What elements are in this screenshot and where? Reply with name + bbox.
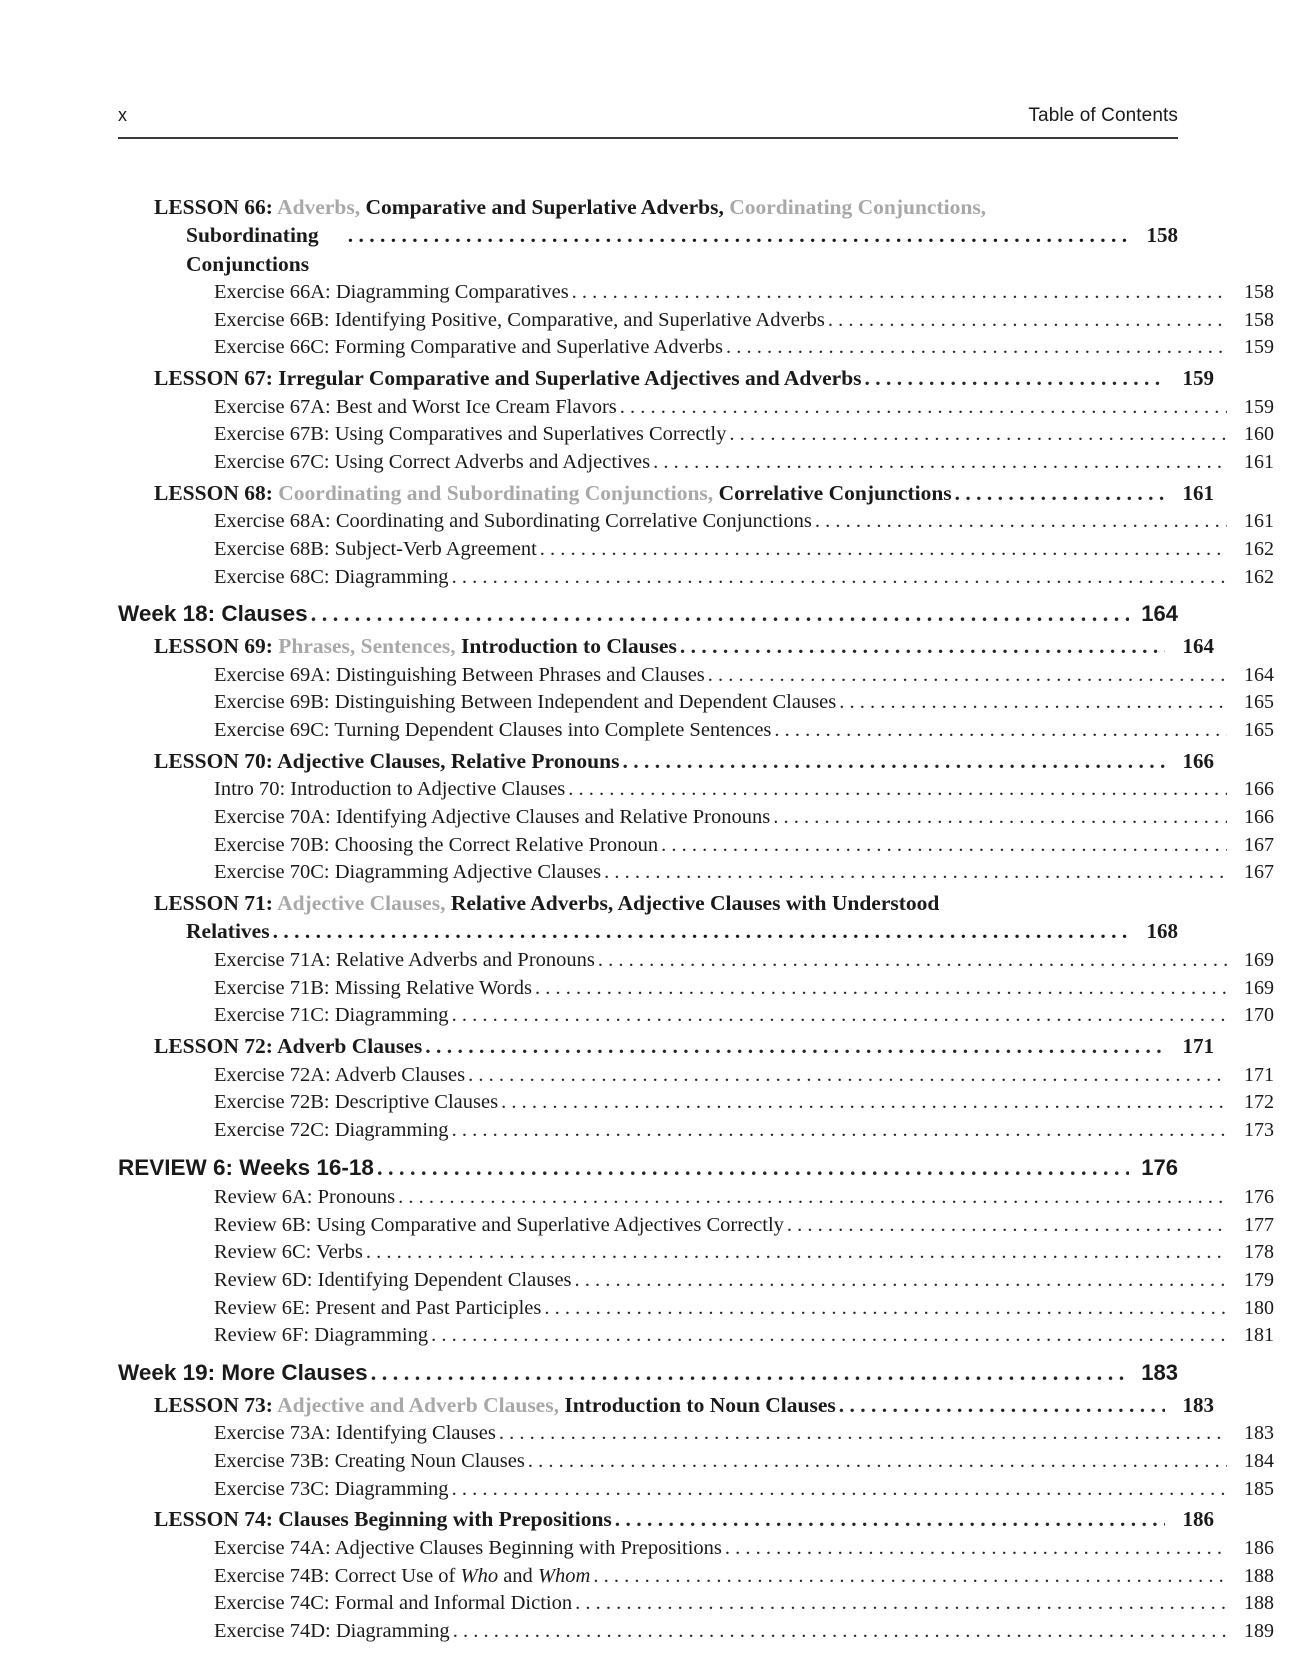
- dot-leader: [593, 1563, 1227, 1590]
- toc-exercise-entry[interactable]: [214, 307, 1274, 334]
- page-number[interactable]: 184: [1244, 1449, 1274, 1472]
- dot-leader: [708, 662, 1227, 689]
- page-number[interactable]: 189: [1244, 1619, 1274, 1642]
- exercise-title-prefix: Exercise 74B: Correct Use of: [214, 1564, 461, 1587]
- page-number[interactable]: 164: [1141, 601, 1178, 627]
- toc-exercise-entry[interactable]: [214, 776, 1274, 803]
- toc-entry-title: Review 6B: Using Comparative and Superlative Adjectives Correctly: [214, 1213, 784, 1236]
- toc-entry-title: Review 6D: Identifying Dependent Clauses: [214, 1269, 572, 1292]
- lesson-number-label: LESSON 68:: [154, 480, 279, 505]
- toc-week-entry[interactable]: [118, 1358, 1178, 1388]
- toc-entry-title: Week 19: More Clauses: [118, 1359, 368, 1385]
- new-topic-text: Correlative Conjunctions: [713, 480, 952, 505]
- italic-word-who: Who: [460, 1564, 499, 1587]
- running-head-title: Table of Contents: [1028, 105, 1178, 126]
- page-number[interactable]: 162: [1244, 538, 1274, 561]
- toc-exercise-entry[interactable]: [214, 421, 1274, 448]
- toc-entry-title: Exercise 72A: Adverb Clauses: [214, 1063, 466, 1086]
- toc-lesson-entry[interactable]: [154, 193, 1178, 278]
- toc-entry-title: [154, 1391, 836, 1419]
- toc-exercise-entry[interactable]: [214, 717, 1274, 744]
- page-number[interactable]: 188: [1244, 1592, 1274, 1615]
- toc-exercise-entry[interactable]: [214, 1476, 1274, 1503]
- page-number[interactable]: 183: [1182, 1392, 1214, 1417]
- dot-leader: [726, 334, 1227, 361]
- toc-exercise-entry[interactable]: [214, 1535, 1274, 1562]
- toc-entry-title: Exercise 72B: Descriptive Clauses: [214, 1091, 499, 1114]
- dot-leader: [598, 947, 1227, 974]
- toc-lesson-entry[interactable]: [154, 1505, 1214, 1534]
- new-topic-text: Relative Adverbs, Adjective Clauses with Understood: [445, 890, 940, 915]
- dot-leader: [815, 508, 1227, 535]
- toc-exercise-entry[interactable]: [214, 1239, 1274, 1266]
- toc-entry-title: Exercise 73A: Identifying Clauses: [214, 1422, 496, 1445]
- dot-leader: [348, 221, 1129, 249]
- page-number[interactable]: 159: [1244, 336, 1274, 359]
- toc-entry-title: Exercise 67A: Best and Worst Ice Cream Flavors: [214, 395, 617, 418]
- dot-leader: [661, 832, 1227, 859]
- toc-lesson-entry[interactable]: [154, 632, 1214, 661]
- new-topic-text: Introduction to Clauses: [455, 633, 677, 658]
- page-number[interactable]: 161: [1244, 510, 1274, 533]
- toc-entry-title: Exercise 70C: Diagramming Adjective Clauses: [214, 861, 602, 884]
- dot-leader: [540, 536, 1227, 563]
- toc-exercise-entry[interactable]: [214, 804, 1274, 831]
- page-number[interactable]: 180: [1244, 1296, 1274, 1319]
- dot-leader: [839, 689, 1227, 716]
- toc-entry-title: Exercise 69B: Distinguishing Between Independent and Dependent Clauses: [214, 691, 837, 714]
- dot-leader: [725, 1535, 1227, 1562]
- page-number[interactable]: 181: [1244, 1324, 1274, 1347]
- toc-exercise-entry[interactable]: [214, 1618, 1274, 1645]
- header-rule: [118, 137, 1178, 139]
- dot-leader: [615, 1505, 1165, 1533]
- toc-entry-title: Exercise 69C: Turning Dependent Clauses into Complete Sentences: [214, 718, 772, 741]
- page-number[interactable]: 158: [1244, 308, 1274, 331]
- toc-exercise-entry[interactable]: [214, 859, 1274, 886]
- toc-exercise-entry[interactable]: [214, 564, 1274, 591]
- dot-leader: [620, 394, 1227, 421]
- toc-lesson-entry[interactable]: [154, 364, 1214, 393]
- dot-leader: [680, 632, 1165, 660]
- review-topic-text: Adjective and Adverb Clauses,: [277, 1392, 559, 1417]
- lesson-number-label: LESSON 71:: [154, 890, 278, 915]
- dot-leader: [729, 421, 1227, 448]
- toc-exercise-entry[interactable]: [214, 1117, 1274, 1144]
- toc-entry-title-continuation: Relatives: [186, 919, 270, 944]
- page-number[interactable]: 160: [1244, 423, 1274, 446]
- toc-week-entry[interactable]: [118, 599, 1178, 629]
- toc-exercise-entry[interactable]: [214, 662, 1274, 689]
- dot-leader: [535, 975, 1227, 1002]
- page-number[interactable]: 183: [1141, 1359, 1178, 1385]
- toc-entry-title-line1: [154, 889, 1178, 917]
- page-number[interactable]: 177: [1244, 1213, 1274, 1236]
- toc-entry-title: [154, 479, 952, 507]
- toc-entry-title: Intro 70: Introduction to Adjective Clauses: [214, 778, 566, 801]
- toc-entry-title: Exercise 68B: Subject-Verb Agreement: [214, 538, 537, 561]
- dot-leader: [955, 479, 1165, 507]
- toc-exercise-entry[interactable]: [214, 394, 1274, 421]
- toc-exercise-entry[interactable]: [214, 1563, 1274, 1590]
- lesson-number-label: LESSON 69:: [154, 633, 279, 658]
- toc-exercise-entry[interactable]: [214, 947, 1274, 974]
- page-number[interactable]: 166: [1182, 748, 1214, 773]
- toc-entry-title-line2: [154, 917, 1178, 946]
- page-number[interactable]: 162: [1244, 565, 1274, 588]
- toc-lesson-entry[interactable]: [154, 1391, 1214, 1420]
- toc-entry-title: Exercise 67C: Using Correct Adverbs and Adjectives: [214, 451, 651, 474]
- toc-entry-title: [214, 1563, 590, 1590]
- toc-lesson-entry[interactable]: [154, 479, 1214, 508]
- dot-leader: [366, 1239, 1227, 1266]
- toc-entry-title: Exercise 74D: Diagramming: [214, 1619, 450, 1642]
- dot-leader: [544, 1295, 1227, 1322]
- toc-lesson-entry[interactable]: [154, 889, 1178, 946]
- dot-leader: [377, 1154, 1129, 1183]
- page-number[interactable]: 176: [1244, 1186, 1274, 1209]
- dot-leader: [501, 1089, 1227, 1116]
- page-number[interactable]: 161: [1182, 480, 1214, 505]
- running-head: [118, 105, 1178, 127]
- italic-word-whom: Whom: [537, 1564, 591, 1587]
- new-topic-text: Comparative and Superlative Adverbs,: [360, 195, 724, 219]
- dot-leader: [452, 1117, 1227, 1144]
- dot-leader: [575, 1267, 1227, 1294]
- dot-leader: [468, 1062, 1227, 1089]
- toc-exercise-entry[interactable]: [214, 689, 1274, 716]
- page-number[interactable]: 166: [1244, 778, 1274, 801]
- dot-leader: [425, 1032, 1165, 1060]
- page-number[interactable]: 172: [1244, 1091, 1274, 1114]
- toc-exercise-entry[interactable]: [214, 1322, 1274, 1349]
- toc-entry-title-line2: [154, 221, 1178, 278]
- dot-leader: [398, 1184, 1227, 1211]
- toc-entry-title: Review 6C: Verbs: [214, 1241, 363, 1264]
- page-number[interactable]: 165: [1244, 691, 1274, 714]
- toc-week-entry[interactable]: [118, 1153, 1178, 1183]
- toc-exercise-entry[interactable]: [214, 832, 1274, 859]
- page-number[interactable]: 173: [1244, 1118, 1274, 1141]
- toc-exercise-entry[interactable]: [214, 449, 1274, 476]
- page-number[interactable]: 168: [1146, 919, 1178, 944]
- toc-entry-title: Review 6A: Pronouns: [214, 1186, 396, 1209]
- page-number[interactable]: 159: [1244, 395, 1274, 418]
- review-topic-text: Coordinating Conjunctions,: [723, 195, 987, 219]
- toc-entry-title-line1: [154, 193, 1178, 221]
- toc-entry-title: LESSON 67: Irregular Comparative and Superlative Adjectives and Adverbs: [154, 366, 862, 391]
- toc-entry-title: Exercise 73C: Diagramming: [214, 1477, 449, 1500]
- toc-entry-title: Exercise 71B: Missing Relative Words: [214, 976, 532, 999]
- toc-entry-title: Exercise 66A: Diagramming Comparatives: [214, 281, 569, 304]
- dot-leader: [774, 717, 1227, 744]
- page-number[interactable]: 161: [1244, 451, 1274, 474]
- toc-entry-title: Exercise 66C: Forming Comparative and Superlative Adverbs: [214, 336, 723, 359]
- new-topic-text: Introduction to Noun Clauses: [558, 1392, 836, 1417]
- page-folio: x: [118, 105, 128, 125]
- dot-leader: [311, 600, 1129, 629]
- page-number[interactable]: 183: [1244, 1422, 1274, 1445]
- toc-entry-title: Exercise 69A: Distinguishing Between Phrases and Clauses: [214, 663, 705, 686]
- toc-lesson-entry[interactable]: [154, 747, 1214, 776]
- toc-entry-title: Week 18: Clauses: [118, 601, 308, 627]
- page-number[interactable]: 170: [1244, 1004, 1274, 1027]
- toc-entry-title: Exercise 71C: Diagramming: [214, 1004, 449, 1027]
- toc-exercise-entry[interactable]: [214, 1212, 1274, 1239]
- toc-entry-title: Exercise 71A: Relative Adverbs and Pronouns: [214, 948, 595, 971]
- exercise-title-conjunction: and: [498, 1564, 538, 1587]
- page-number[interactable]: 186: [1182, 1507, 1214, 1532]
- toc-entry-title: Exercise 74A: Adjective Clauses Beginning with Prepositions: [214, 1536, 722, 1559]
- toc-entry-title: LESSON 74: Clauses Beginning with Prepositions: [154, 1507, 612, 1532]
- review-topic-text: Coordinating and Subordinating Conjunctions,: [278, 480, 714, 505]
- toc-exercise-entry[interactable]: [214, 1002, 1274, 1029]
- toc-exercise-entry[interactable]: [214, 1062, 1274, 1089]
- toc-entry-title: Exercise 70A: Identifying Adjective Clauses and Relative Pronouns: [214, 805, 771, 828]
- dot-leader: [865, 364, 1165, 392]
- toc-entry-title: Exercise 67B: Using Comparatives and Superlatives Correctly: [214, 423, 727, 446]
- page-number[interactable]: 188: [1244, 1564, 1274, 1587]
- dot-leader: [452, 1002, 1227, 1029]
- dot-leader: [452, 564, 1227, 591]
- toc-exercise-entry[interactable]: [214, 508, 1274, 535]
- toc-exercise-entry[interactable]: [214, 536, 1274, 563]
- toc-lesson-entry[interactable]: [154, 1032, 1214, 1061]
- dot-leader: [452, 1476, 1227, 1503]
- review-topic-text: Adverbs,: [277, 195, 361, 219]
- dot-leader: [453, 1618, 1227, 1645]
- page-number[interactable]: 176: [1141, 1154, 1178, 1180]
- toc-exercise-entry[interactable]: [214, 1448, 1274, 1475]
- dot-leader: [431, 1322, 1227, 1349]
- page-number[interactable]: 185: [1244, 1477, 1274, 1500]
- toc-exercise-entry[interactable]: [214, 1089, 1274, 1116]
- dot-leader: [575, 1590, 1227, 1617]
- page-number[interactable]: 165: [1244, 718, 1274, 741]
- toc-exercise-entry[interactable]: [214, 334, 1274, 361]
- page-number[interactable]: 169: [1244, 976, 1274, 999]
- toc-exercise-entry[interactable]: [214, 975, 1274, 1002]
- toc-entry-title: Exercise 74C: Formal and Informal Diction: [214, 1592, 573, 1615]
- toc-entry-title: Review 6F: Diagramming: [214, 1324, 429, 1347]
- dot-leader: [273, 917, 1129, 945]
- dot-leader: [787, 1212, 1227, 1239]
- dot-leader: [622, 747, 1165, 775]
- dot-leader: [528, 1448, 1227, 1475]
- toc-entry-title-continuation: Subordinating Conjunctions: [186, 223, 319, 276]
- toc-entry-title: Exercise 72C: Diagramming: [214, 1118, 449, 1141]
- dot-leader: [773, 804, 1227, 831]
- page-number[interactable]: 164: [1244, 663, 1274, 686]
- toc-entry-title: [154, 632, 677, 660]
- page-number[interactable]: 169: [1244, 948, 1274, 971]
- toc-exercise-entry[interactable]: [214, 1184, 1274, 1211]
- page-number[interactable]: 179: [1244, 1269, 1274, 1292]
- review-topic-text: Phrases, Sentences,: [278, 633, 456, 658]
- toc-entry-list: [118, 190, 1274, 1644]
- dot-leader: [604, 859, 1227, 886]
- dot-leader: [653, 449, 1227, 476]
- toc-entry-title: Exercise 70B: Choosing the Correct Relative Pronoun: [214, 833, 659, 856]
- toc-exercise-entry[interactable]: [214, 1420, 1274, 1447]
- dot-leader: [828, 307, 1227, 334]
- page-number[interactable]: 167: [1244, 833, 1274, 856]
- toc-entry-title: Exercise 68A: Coordinating and Subordinating Correlative Conjunctions: [214, 510, 812, 533]
- lesson-number-label: LESSON 73:: [154, 1392, 278, 1417]
- toc-entry-title: Exercise 66B: Identifying Positive, Comparative, and Superlative Adverbs: [214, 308, 825, 331]
- toc-entry-title: LESSON 72: Adverb Clauses: [154, 1033, 423, 1058]
- page-number[interactable]: 158: [1244, 281, 1274, 304]
- page-number[interactable]: 164: [1182, 633, 1214, 658]
- dot-leader: [839, 1391, 1165, 1419]
- page-number[interactable]: 186: [1244, 1536, 1274, 1559]
- lesson-number-label: LESSON 66:: [154, 195, 278, 219]
- dot-leader: [499, 1420, 1227, 1447]
- page-number[interactable]: 158: [1146, 223, 1178, 248]
- dot-leader: [572, 279, 1227, 306]
- review-topic-text: Adjective Clauses,: [277, 890, 446, 915]
- toc-exercise-entry[interactable]: [214, 1267, 1274, 1294]
- toc-exercise-entry[interactable]: [214, 1295, 1274, 1322]
- toc-exercise-entry[interactable]: [214, 1590, 1274, 1617]
- toc-entry-title: REVIEW 6: Weeks 16-18: [118, 1154, 374, 1180]
- page-number[interactable]: 166: [1244, 805, 1274, 828]
- page-number[interactable]: 171: [1182, 1033, 1214, 1058]
- dot-leader: [568, 776, 1227, 803]
- page-number[interactable]: 178: [1244, 1241, 1274, 1264]
- toc-entry-title: Exercise 68C: Diagramming: [214, 565, 449, 588]
- toc-exercise-entry[interactable]: [214, 279, 1274, 306]
- toc-entry-title: Review 6E: Present and Past Participles: [214, 1296, 542, 1319]
- toc-entry-title: LESSON 70: Adjective Clauses, Relative Pronouns: [154, 748, 620, 773]
- dot-leader: [371, 1359, 1129, 1388]
- page-number[interactable]: 159: [1182, 366, 1214, 391]
- toc-entry-title: Exercise 73B: Creating Noun Clauses: [214, 1449, 525, 1472]
- page-number[interactable]: 171: [1244, 1063, 1274, 1086]
- page-number[interactable]: 167: [1244, 861, 1274, 884]
